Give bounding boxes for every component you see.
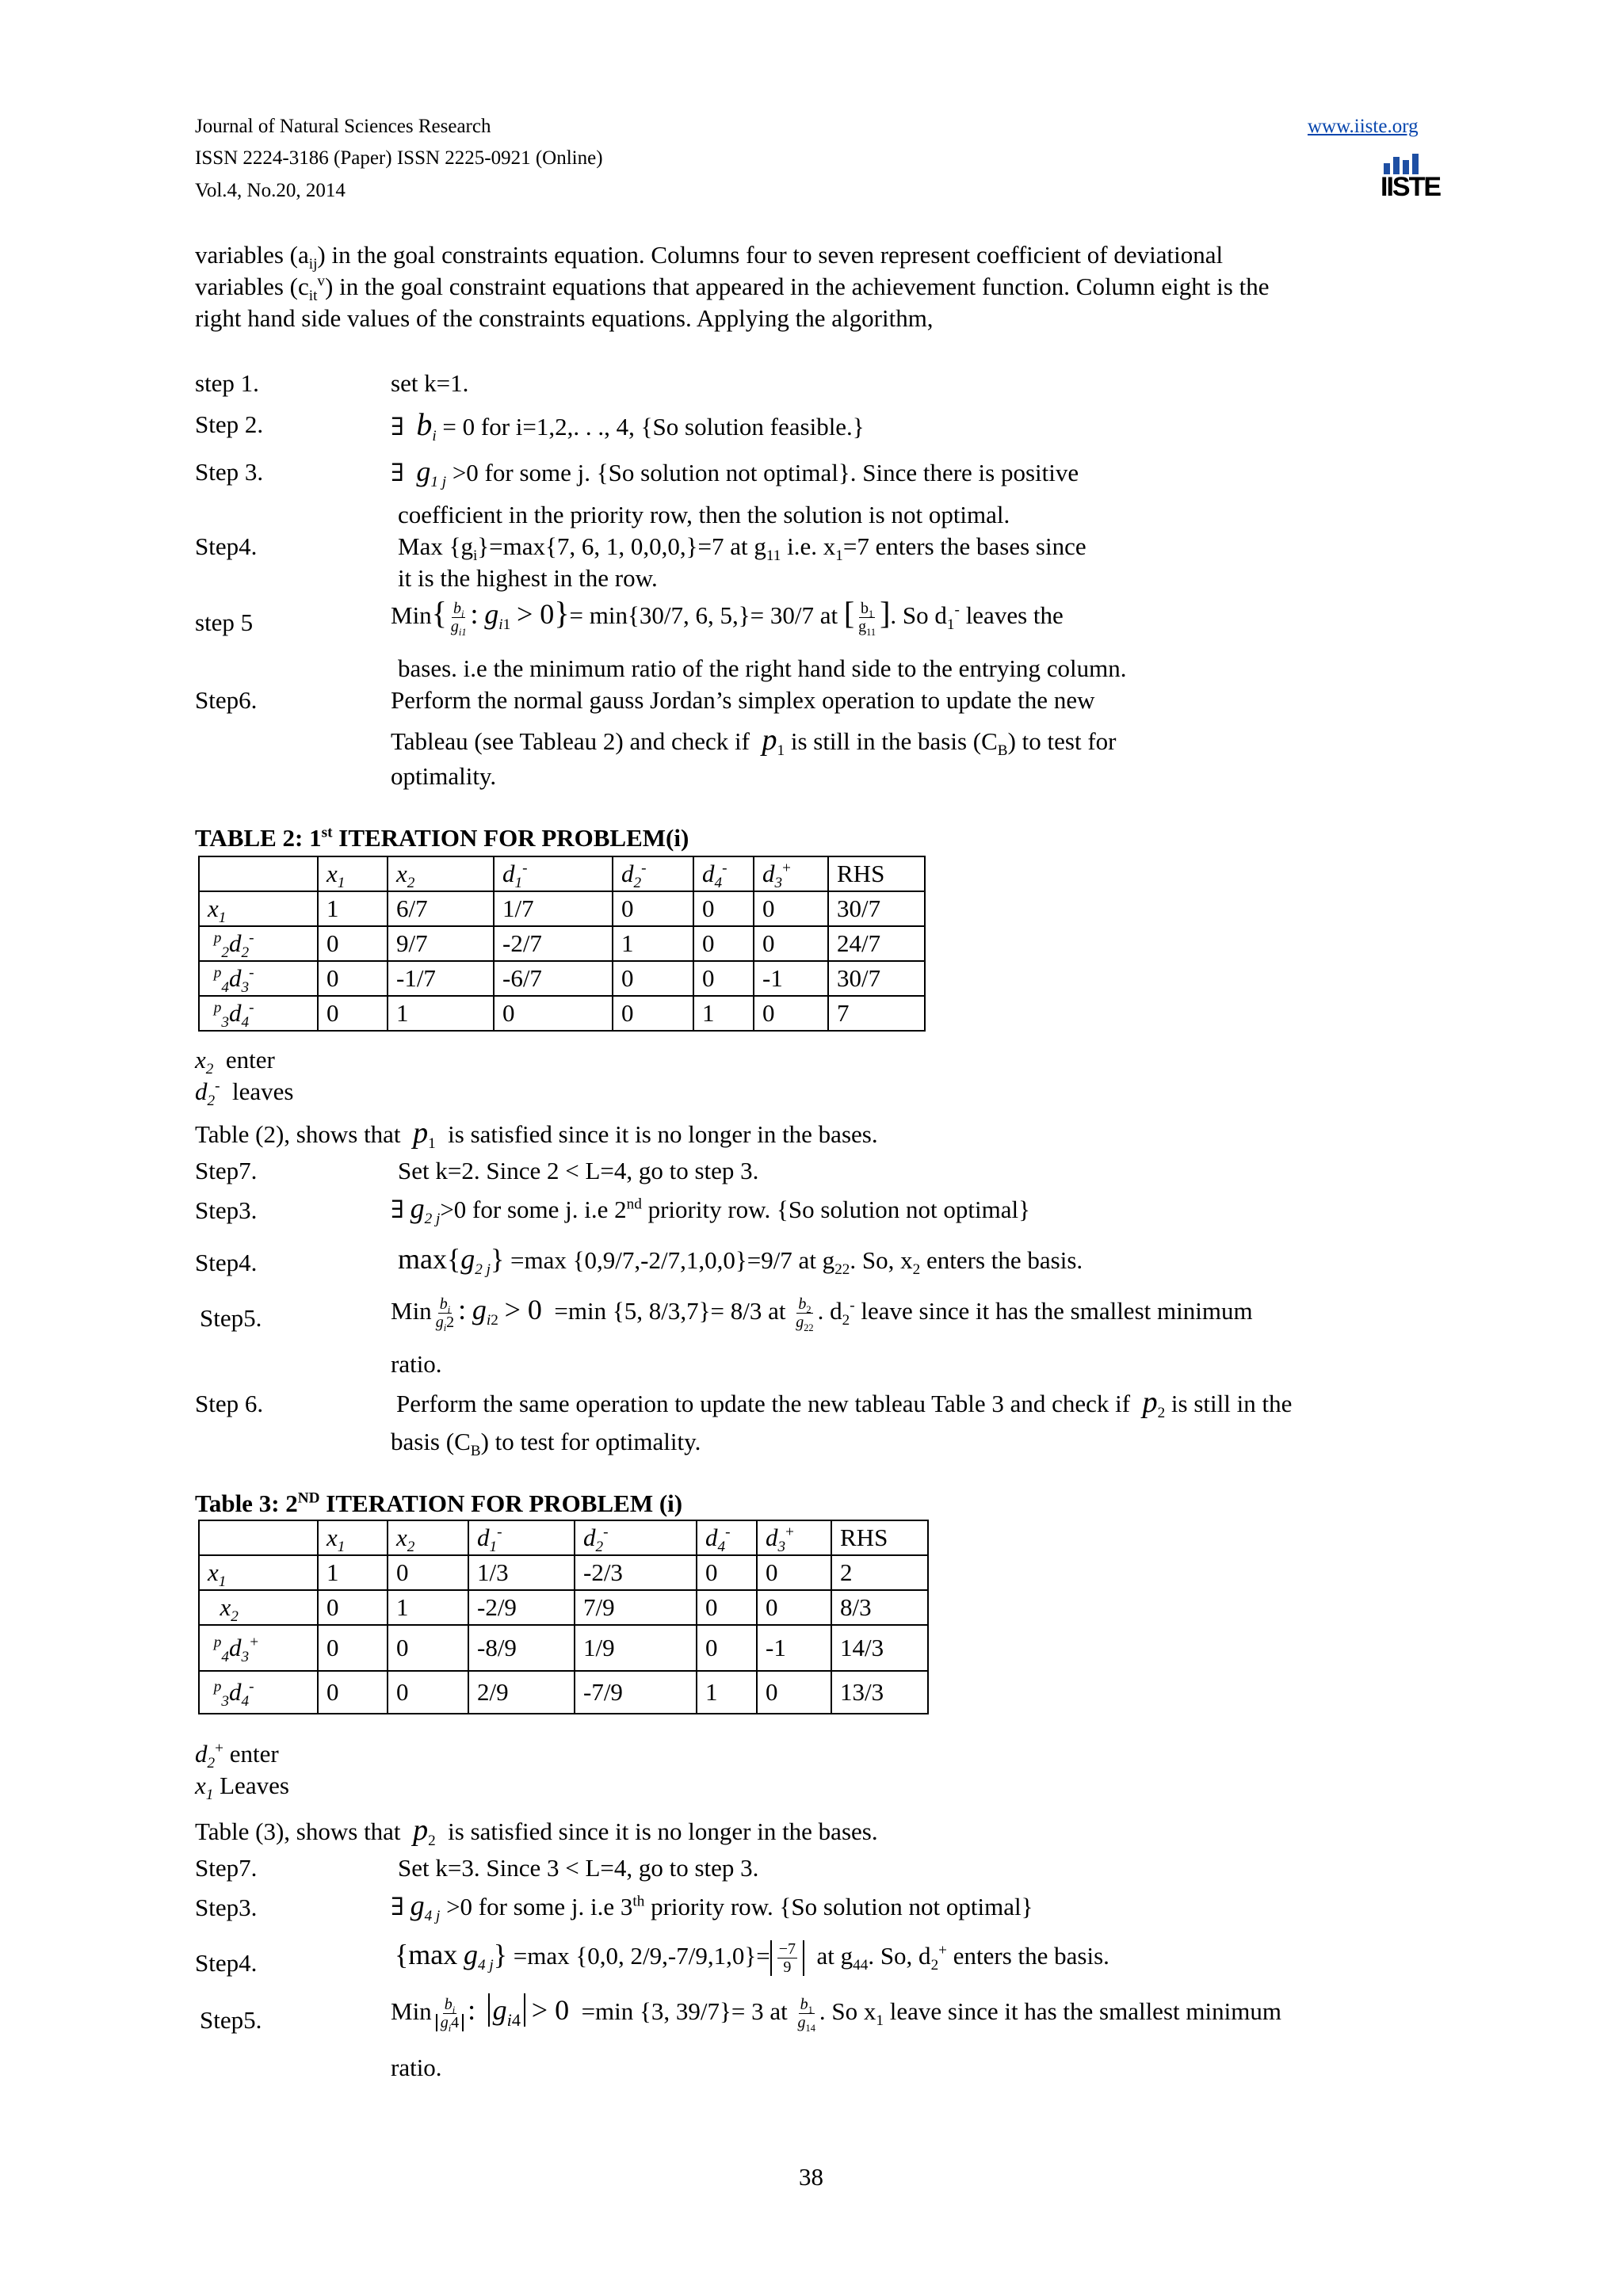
step-text: ∃ $g_{2 j}>0$ for some j. i.e 2nd priority row. {So solution not optimal} [391, 1192, 1031, 1228]
step-text: Min $\frac{b_i}{g_i2}$ : $g_{i2} > 0 =\min$ {5, 8/3,7}= 8/3 at $\frac{b_2}{g_{22}}$ . $d_2^-$ leave since it has the smallest minimum [391, 1294, 1253, 1334]
step-text: Min{ $\frac{b_i}{g_{i1}}$ : $g_{i1} > 0\}= \min\{30/7$, 6, 5,}= 30/7 at [ $\frac{b_1}{g_{11}}$ ]. So $d_1^-$ leaves the [391, 595, 1064, 639]
step-text: coefficient in the priority row, then the solution is not optimal. [398, 501, 1010, 528]
step-text: Perform the normal gauss Jordan’s simplex operation to update the new [391, 686, 1095, 714]
table-row: $^p_4d_3^+$ 0 0 -8/9 1/9 0 -1 14/3 [199, 1625, 928, 1671]
step-text: Min $\frac{b_i}{g_i4}$ : $g_{i4} > 0 =\min$ {3, 39/7}= 3 at $\frac{b_1}{g_{14}}$ . So $x_1$ leave since it has the smallest minimum [391, 1994, 1281, 2035]
enter-note: $d_2^+$ enter [195, 1740, 279, 1772]
step-text: Perform the same operation to update the new tableau Table 3 and check if $p_2$ is still in the [396, 1386, 1293, 1422]
table-row: $^p_2d_2^-$ 0 9/7 -2/7 1 0 0 24/7 [199, 926, 925, 961]
step-text: Max $\{g_i\}=\max\{7$, 6, 1, 0,0,0,}=7 at $g_{11}$ i.e. $x_1=7$ enters the bases since [398, 532, 1086, 565]
enter-note: $x_2$ enter [195, 1046, 275, 1078]
step-text: ratio. [391, 2054, 442, 2081]
step-label: Step4. [195, 532, 258, 560]
step-text: set k=1. [391, 369, 469, 397]
step-text: ∃ $g_{4 j} >0$ for some j. i.e 3th priority row. {So solution not optimal} [391, 1890, 1033, 1925]
page-number: 38 [799, 2163, 823, 2191]
step-text: Set k=2. Since 2 < L=4, go to step 3. [398, 1157, 759, 1184]
table2-title: TABLE 2: 1st ITERATION FOR PROBLEM(i) [195, 824, 689, 852]
step-text: Tableau (see Tableau 2) and check if $p_1$ is still in the basis $(C_B)$ to test for [391, 723, 1117, 760]
step-label: Step 3. [195, 458, 264, 486]
leaves-note: $d_2^-$ leaves [195, 1077, 294, 1110]
table3-title: Table 3: 2ND ITERATION FOR PROBLEM (i) [195, 1489, 683, 1517]
table2 [198, 856, 926, 1032]
journal-volume: Vol.4, No.20, 2014 [195, 180, 346, 201]
step-text: $\max\{g_{2 j}\} =\max$ {0,9/7,-2/7,1,0,0}=9/7 at $g_{22}$. So, $x_2$ enters the basis. [398, 1243, 1083, 1279]
step-label: Step3. [195, 1196, 258, 1224]
table-row: $x_2$ 0 1 -2/9 7/9 0 0 8/3 [199, 1590, 928, 1625]
table-row: $^p_4d_3^-$ 0 -1/7 -6/7 0 0 -1 30/7 [199, 961, 925, 996]
table-header-row: $x_1$ $x_2$ $d_1^-$ $d_2^-$ $d_4^-$ $d_3^+$ RHS [199, 856, 925, 891]
table-header-row: $x_1$ $x_2$ $d_1^-$ $d_2^-$ $d_4^-$ $d_3^+$ RHS [199, 1520, 928, 1555]
table3 [198, 1520, 929, 1714]
step-label: Step5. [200, 1304, 262, 1332]
step-label: Step 6. [195, 1390, 264, 1417]
result-text: Table (2), shows that $p_1$ is satisfied since it is no longer in the bases. [195, 1116, 878, 1153]
leaves-note: $x_1$ Leaves [195, 1772, 289, 1804]
website-link[interactable]: www.iiste.org [1308, 116, 1419, 137]
step-text: it is the highest in the row. [398, 564, 658, 592]
step-label: Step6. [195, 686, 258, 714]
step-text: Set k=3. Since 3 < L=4, go to step 3. [398, 1854, 759, 1882]
table-row: $x_1$ 1 6/7 1/7 0 0 0 30/7 [199, 891, 925, 926]
step-text: optimality. [391, 762, 497, 790]
step-label: Step4. [195, 1949, 258, 1977]
journal-title: Journal of Natural Sciences Research [195, 116, 491, 137]
step-label: step 1. [195, 369, 259, 397]
table-row: $^p_3d_4^-$ 0 0 2/9 -7/9 1 0 13/3 [199, 1671, 928, 1714]
step-label: Step 2. [195, 410, 264, 438]
step-label: Step5. [200, 2006, 262, 2034]
step-text: basis $(C_B)$ to test for optimality. [391, 1428, 701, 1460]
step-label: Step3. [195, 1894, 258, 1921]
iiste-logo: IISTE [1381, 147, 1430, 203]
journal-issn: ISSN 2224-3186 (Paper) ISSN 2225-0921 (Online) [195, 147, 603, 169]
step-label: Step4. [195, 1249, 258, 1276]
step-text: ∃ $g_{1 j} >0$ for some j. {So solution not optimal}. Since there is positive [391, 456, 1079, 491]
step-text: ratio. [391, 1350, 442, 1378]
step-label: Step7. [195, 1157, 258, 1184]
step-text: {max $g_{4 j}\} =\max$ {0,0, 2/9,-7/9,1,0}= $\frac{-7}{9}$ at $g_{44}$. So, $d_2^+$ enters the basis. [395, 1939, 1109, 1977]
step-text: ∃ $b_i = 0$ for i=1,2,. . ., 4, {So solution feasible.} [391, 406, 865, 445]
table-row: $^p_3d_4^-$ 0 1 0 0 1 0 7 [199, 996, 925, 1031]
step-text: bases. i.e the minimum ratio of the right hand side to the entrying column. [398, 654, 1127, 682]
step-label: Step7. [195, 1854, 258, 1882]
step-label: step 5 [195, 608, 254, 636]
table-row: $x_1$ 1 0 1/3 -2/3 0 0 2 [199, 1555, 928, 1590]
intro-paragraph: variables $(a_{ij})$ in the goal constraints equation. Columns four to seven represent coefficient of deviational variables $(c_{it}^v)$ in the goal constraint equations that appeared in the achievement function. Column eight is the right hand side values of the constraints equations. Applying the algorithm, [195, 241, 1270, 332]
result-text: Table (3), shows that $p_2$ is satisfied since it is no longer in the bases. [195, 1814, 878, 1850]
